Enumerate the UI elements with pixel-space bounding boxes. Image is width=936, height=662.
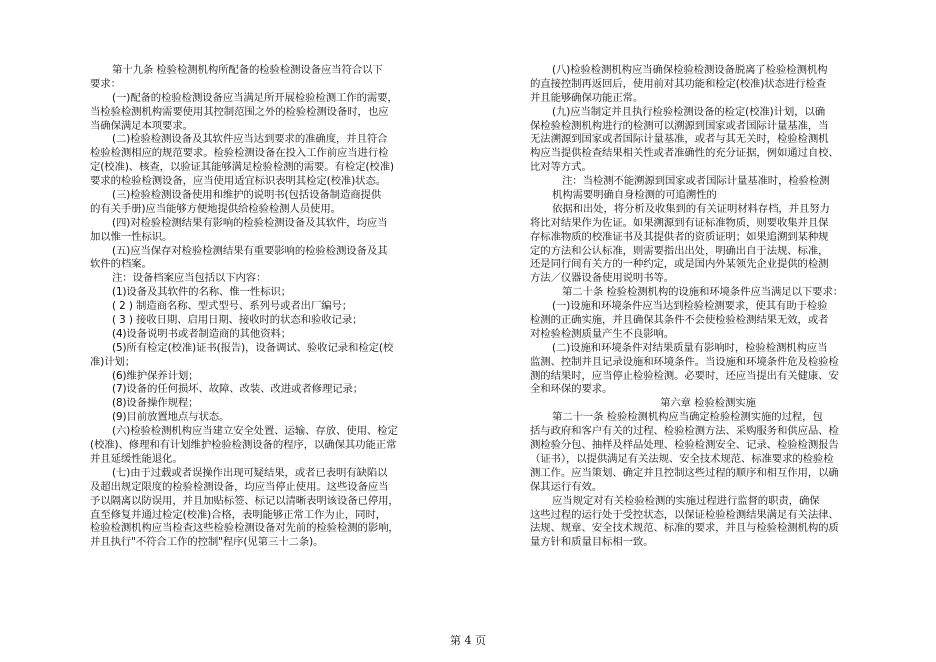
text-line: 当确保满足本项要求。 [90, 119, 193, 132]
text-line: 检验检测机构应当检查这些检验检测设备对先前的检验检测的影响， [90, 522, 399, 535]
text-line: (5)所有检定(校准)证书(报告)，设备调试、验收记录和检定(校 [112, 341, 394, 354]
text-line: 直至修复并通过检定(校准)合格，表明能够正常工作为止，同时， [90, 508, 387, 521]
text-line: (一)配备的检验检测设备应当满足所开展检验检测工作的需要， [112, 91, 398, 104]
text-line: (九)应当制定并且执行检验检测设备的检定(校准)计划，以确 [552, 105, 826, 118]
text-line: (四)对检验检测结果有影响的检验检测设备及其软件，均应当 [112, 216, 388, 229]
text-line: 第二十条 检验检测机构的设施和环境条件应当满足以下要求： [562, 286, 844, 299]
text-line: 监测、控制并且记录设施和环境条件。当设施和环境条件危及检验检 [530, 355, 839, 368]
text-line: (三)检验检测设备使用和维护的说明书(包括设备制造商提供 [112, 189, 382, 202]
text-line: 构应当提供检查结果相关性或者准确性的充分证据，例如通过自校、 [530, 147, 839, 160]
text-line: 第二十一条 检验检测机构应当确定检验检测实施的过程，包 [552, 411, 823, 424]
text-line: (8)设备操作规程； [112, 397, 199, 410]
text-line: 方法／仪器设备使用说明书等。 [530, 272, 675, 285]
text-line: 机构需要明确自身检测的可追溯性的 [552, 189, 717, 202]
text-line: 将比对结果作为佐证。如果溯源到有证标准物质，则要收集并且保 [530, 216, 829, 229]
text-line: 全和环保的要求。 [530, 383, 613, 396]
text-line: (一)设施和环境条件应当达到检验检测要求，使其有助于检验 [552, 300, 828, 313]
text-line: 予以隔离以防误用，并且加贴标签、标记以清晰表明该设备已停用， [90, 494, 399, 507]
text-line: 软件的档案。 [90, 258, 152, 271]
text-line: 测的结果时，应当停止检验检测。必要时，还应当提出有关健康、安 [530, 369, 839, 382]
text-line: 定的方法和公认标准，则需要指出出处，明确出自于法规、标准， [530, 244, 829, 257]
text-line: ( 2 ) 制造商名称、型式型号、系列号或者出厂编号； [112, 300, 353, 313]
page-number: 第 4 页 [450, 634, 486, 647]
text-line: 要求的检验检测设备，应当使用适宜标识表明其检定(校准)状态。 [90, 175, 387, 188]
text-line: 无法溯源到国家或者国际计量基准，或者与其无关时，检验检测机 [530, 133, 829, 146]
text-line: 测工作。应当策划、确定并且控制这些过程的顺序和相互作用，以确 [530, 466, 839, 479]
text-line: （证书），以提供满足有关法规、安全技术规范、标准要求的检验检 [530, 452, 834, 465]
text-line: (1)设备及其软件的名称、惟一性标识； [112, 286, 292, 299]
text-line: 的有关手册)应当能够方便地提供给检验检测人员使用。 [90, 202, 341, 215]
text-line: 括与政府和客户有关的过程、检验检测方法、采购服务和供应品、检 [530, 425, 839, 438]
text-line: (4)设备说明书或者制造商的其他资料； [112, 327, 292, 340]
text-line: (五)应当保存对检验检测结果有重要影响的检验检测设备及其 [112, 244, 388, 257]
text-line: 并且延缓性能退化。 [90, 452, 183, 465]
text-line: (六)检验检测机构应当建立安全处置、运输、存放、使用、检定 [112, 425, 398, 438]
text-line: 注：设备档案应当包括以下内容： [112, 272, 267, 285]
chapter-heading: 第六章 检验检测实施 [660, 397, 756, 410]
text-line: 对检验检测质量产生不良影响。 [530, 327, 675, 340]
text-line: (二)检验检测设备及其软件应当达到要求的准确度，并且符合 [112, 133, 388, 146]
text-line: 及超出规定限度的检验检测设备，均应当停止使用。这些设备应当 [90, 480, 389, 493]
text-line: (七)由于过载或者误操作出现可疑结果，或者已表明有缺陷以 [112, 466, 388, 479]
text-line: 应当规定对有关检验检测的实施过程进行监督的职责，确保 [552, 494, 820, 507]
text-line: ( 3 ) 接收日期、启用日期、接收时的状态和验收记录； [112, 314, 363, 327]
text-line: 存标准物质的校准证书及其提供者的资质证明；如果追溯到某种规 [530, 230, 829, 243]
text-line: (9)目前放置地点与状态。 [112, 411, 230, 424]
text-line: (校准)、修理和有计划维护检验检测设备的程序，以确保其功能正常 [90, 439, 397, 452]
text-line: 保检验检测机构进行的检测可以溯源到国家或者国际计量基准，当 [530, 119, 829, 132]
text-line: 加以惟一性标识。 [90, 230, 173, 243]
text-line: 还是同行间有关方的一种约定，或是国内外某领先企业提供的检测 [530, 258, 829, 271]
text-line: 依据和出处，将分析及收集到的有关证明材料存档，并且努力 [552, 202, 830, 215]
text-line: 检验检测相应的规范要求。检验检测设备在投入工作前应当进行检 [90, 147, 389, 160]
text-line: 保其运行有效。 [530, 480, 603, 493]
text-line: 当检验检测机构需要使用其控制范围之外的检验检测设备时，也应 [90, 105, 389, 118]
left-column [90, 64, 412, 550]
text-line: 并且执行"不符合工作的控制"程序(见第三十二条)。 [90, 536, 324, 549]
text-line: (二)设施和环境条件对结果质量有影响时，检验检测机构应当 [552, 341, 828, 354]
text-line: 量方针和质量目标相一致。 [530, 536, 654, 549]
text-line: 的直接控制再返回后，使用前对其功能和检定(校准)状态进行检查 [530, 77, 827, 90]
right-column [530, 64, 886, 550]
text-line: 法规、规章、安全技术规范、标准的要求，并且与检验检测机构的质 [530, 522, 839, 535]
text-line: 要求： [90, 77, 121, 90]
text-line: 第十九条 检验检测机构所配备的检验检测设备应当符合以下 [112, 64, 383, 76]
text-line: 检测的正确实施，并且确保其条件不会使检验检测结果无效，或者 [530, 314, 829, 327]
text-line: 注：当检测不能溯源到国家或者国际计量基准时，检验检测 [562, 175, 830, 188]
text-line: 准)计划； [90, 355, 136, 368]
text-line: 测检验分包、抽样及样品处理、检验检测安全、记录、检验检测报告 [530, 439, 839, 452]
text-line: (八)检验检测机构应当确保检验检测设备脱离了检验检测机构 [552, 64, 828, 76]
text-line: 这些过程的运行处于受控状态，以保证检验检测结果满足有关法律、 [530, 508, 839, 521]
text-line: 定(校准)、核查，以验证其能够满足检验检测的需要。有检定(校准) [90, 161, 394, 174]
text-line: 并且能够确保功能正常。 [530, 91, 644, 104]
text-line: 比对等方式。 [530, 161, 592, 174]
text-line: (7)设备的任何损坏、故障、改装、改进或者修理记录； [112, 383, 364, 396]
text-line: (6)维护保养计划； [112, 369, 199, 382]
